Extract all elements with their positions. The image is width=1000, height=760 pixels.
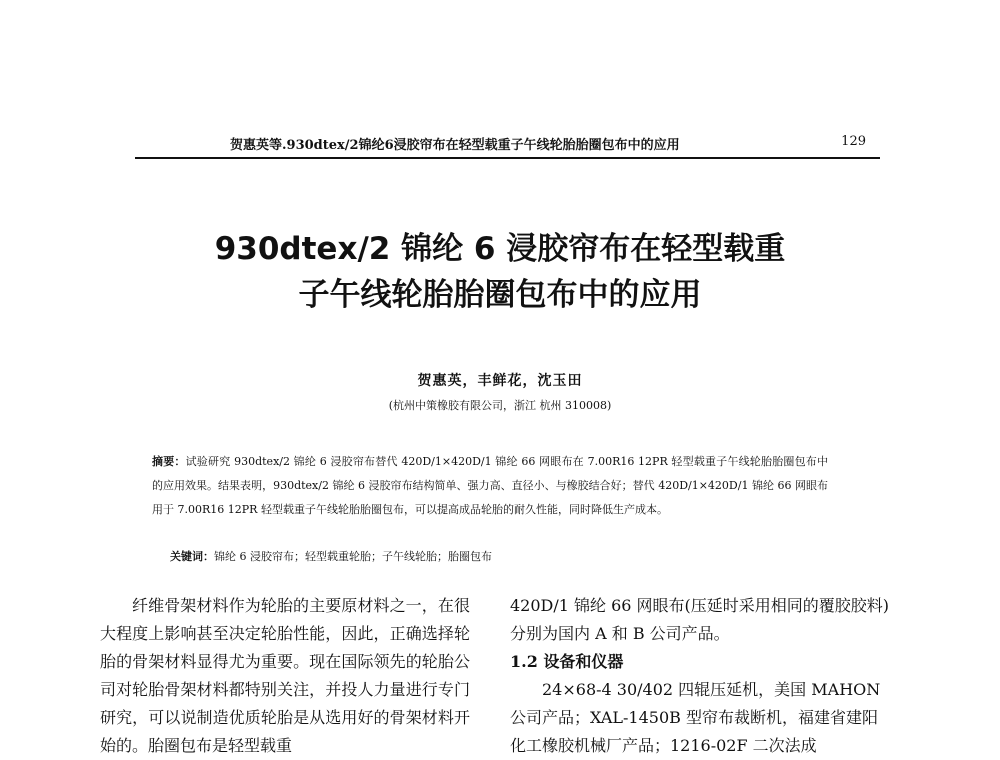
paper-title-line-1: 930dtex/2 锦纶 6 浸胶帘布在轻型载重 xyxy=(214,231,786,267)
running-header xyxy=(135,130,880,156)
keywords-label: 关键词： xyxy=(170,550,214,563)
paper-title xyxy=(0,226,1000,318)
keywords-text: 锦纶 6 浸胶帘布；轻型载重轮胎；子午线轮胎；胎圈包布 xyxy=(214,550,492,563)
authors: 贺惠英，丰鲜花，沈玉田 xyxy=(417,373,583,389)
page-number: 129 xyxy=(841,134,866,149)
body-left-column xyxy=(100,592,470,760)
section-heading: 1.2 设备和仪器 xyxy=(510,652,624,671)
running-header-title: 贺惠英等.930dtex/2锦纶6浸胶帘布在轻型载重子午线轮胎胎圈包布中的应用 xyxy=(230,138,680,153)
body-right-column xyxy=(510,592,890,760)
abstract xyxy=(152,450,828,522)
abstract-text: 试验研究 930dtex/2 锦纶 6 浸胶帘布替代 420D/1×420D/1 锦纶 66 网眼布在 7.00R16 12PR 轻型载重子午线轮胎胎圈包布中的应用效果。结果表明，930dtex/2 锦纶 6 浸胶帘布结构简单、强力高、直径小、与橡胶结合好；替代 420D/1×420D/1 锦纶 66 网眼布用于 7.00R16 12PR 轻型载重子午线轮胎胎圈包布，可以提高成品轮胎的耐久性能，同时降低生产成本。 xyxy=(152,455,829,516)
body-paragraph: 24×68-4 30/402 四辊压延机，美国 MAHON 公司产品；XAL-1450B 型帘布裁断机，福建省建阳化工橡胶机械厂产品；1216-02F 二次法成 xyxy=(510,680,881,755)
keywords xyxy=(170,548,830,564)
paper-title-line-2: 子午线轮胎胎圈包布中的应用 xyxy=(298,277,702,313)
abstract-label: 摘要： xyxy=(152,455,186,468)
affiliation: (杭州中策橡胶有限公司，浙江 杭州 310008) xyxy=(388,399,612,412)
header-rule xyxy=(135,157,880,159)
body-paragraph-continuation: 420D/1 锦纶 66 网眼布(压延时采用相同的覆胶胶料)分别为国内 A 和 B 公司产品。 xyxy=(510,596,890,643)
body-paragraph: 纤维骨架材料作为轮胎的主要原材料之一，在很大程度上影响甚至决定轮胎性能，因此，正确选择轮胎的骨架材料显得尤为重要。现在国际领先的轮胎公司对轮胎骨架材料都特别关注，并投人力量进行专门研究，可以说制造优质轮胎是从选用好的骨架材料开始的。胎圈包布是轻型载重 xyxy=(100,596,470,755)
